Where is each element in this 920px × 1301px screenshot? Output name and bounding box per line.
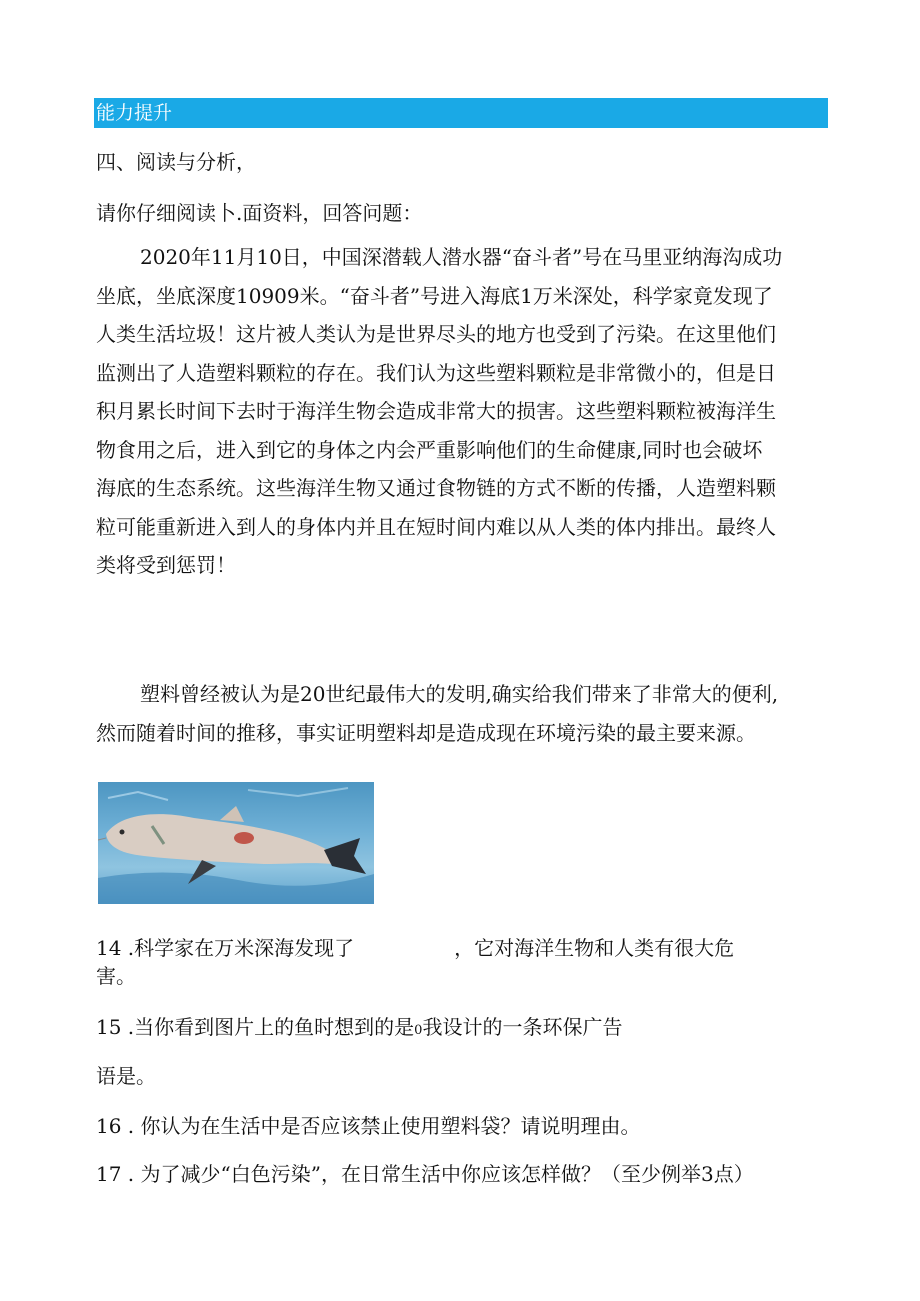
passage-line: 物食用之后，进入到它的身体之内会严重影响他们的生命健康,同时也会破坏 (96, 437, 763, 462)
passage-line: 积月累长时间下去时于海洋生物会造成非常大的损害。这些塑料颗粒被海洋生 (96, 399, 776, 423)
passage-line: 类将受到惩罚！ (96, 553, 236, 577)
question-15-subscript: 0 (414, 1023, 423, 1038)
question-15 (96, 1011, 622, 1040)
question-17: 17 . 为了减少“白色污染”，在日常生活中你应该怎样做？（至少例举3点） (96, 1162, 754, 1186)
section-banner (94, 98, 828, 128)
passage-line: 粒可能重新进入到人的身体内并且在短时间内难以从人类的体内排出。最终人 (96, 514, 776, 539)
question-14-continued: 害。 (96, 964, 136, 988)
question-14-part-1: 14 .科学家在万米深海发现了 (96, 936, 355, 960)
question-14 (96, 932, 734, 961)
passage-paragraph-1 (96, 238, 828, 585)
passage-paragraph-2 (96, 675, 828, 752)
passage-line: 海底的生态系统。这些海洋生物又通过食物链的方式不断的传播，人造塑料颗 (96, 476, 776, 500)
passage-line: 人类生活垃圾！这片被人类认为是世界尽头的地方也受到了污染。在这里他们 (96, 322, 776, 346)
instruction-text: 请你仔细阅读卜.面资料，回答问题： (96, 201, 423, 225)
question-15-part-1: 15 .当你看到图片上的鱼时想到的是 (96, 1015, 415, 1039)
section-heading: 四、阅读与分析， (96, 150, 256, 174)
banner-label: 能力提升 (96, 102, 173, 124)
question-15-part-2: 我设计的一条环保广告 (422, 1015, 623, 1039)
seal-illustration (98, 782, 374, 904)
passage-line: 2020年11月10日，中国深潜载人潜水器“奋斗者”号在马里亚纳海沟成功 (140, 245, 783, 269)
question-14-part-2: ，它对海洋生物和人类有很大危 (454, 936, 735, 960)
polluted-seal-photo (98, 782, 374, 904)
passage-line: 然而随着时间的推移，事实证明塑料却是造成现在环境污染的最主要来源。 (96, 720, 756, 745)
question-16: 16 . 你认为在生活中是否应该禁止使用塑料袋？请说明理由。 (96, 1114, 641, 1138)
passage-line: 监测出了人造塑料颗粒的存在。我们认为这些塑料颗粒是非常微小的，但是日 (96, 360, 776, 385)
question-15-continued: 语是。 (96, 1064, 156, 1088)
passage-line: 塑料曾经被认为是20世纪最伟大的发明,确实给我们带来了非常大的便利, (140, 682, 779, 706)
passage-line: 坐底，坐底深度10909米。“奋斗者”号进入海底1万米深处，科学家竟发现了 (96, 283, 773, 308)
